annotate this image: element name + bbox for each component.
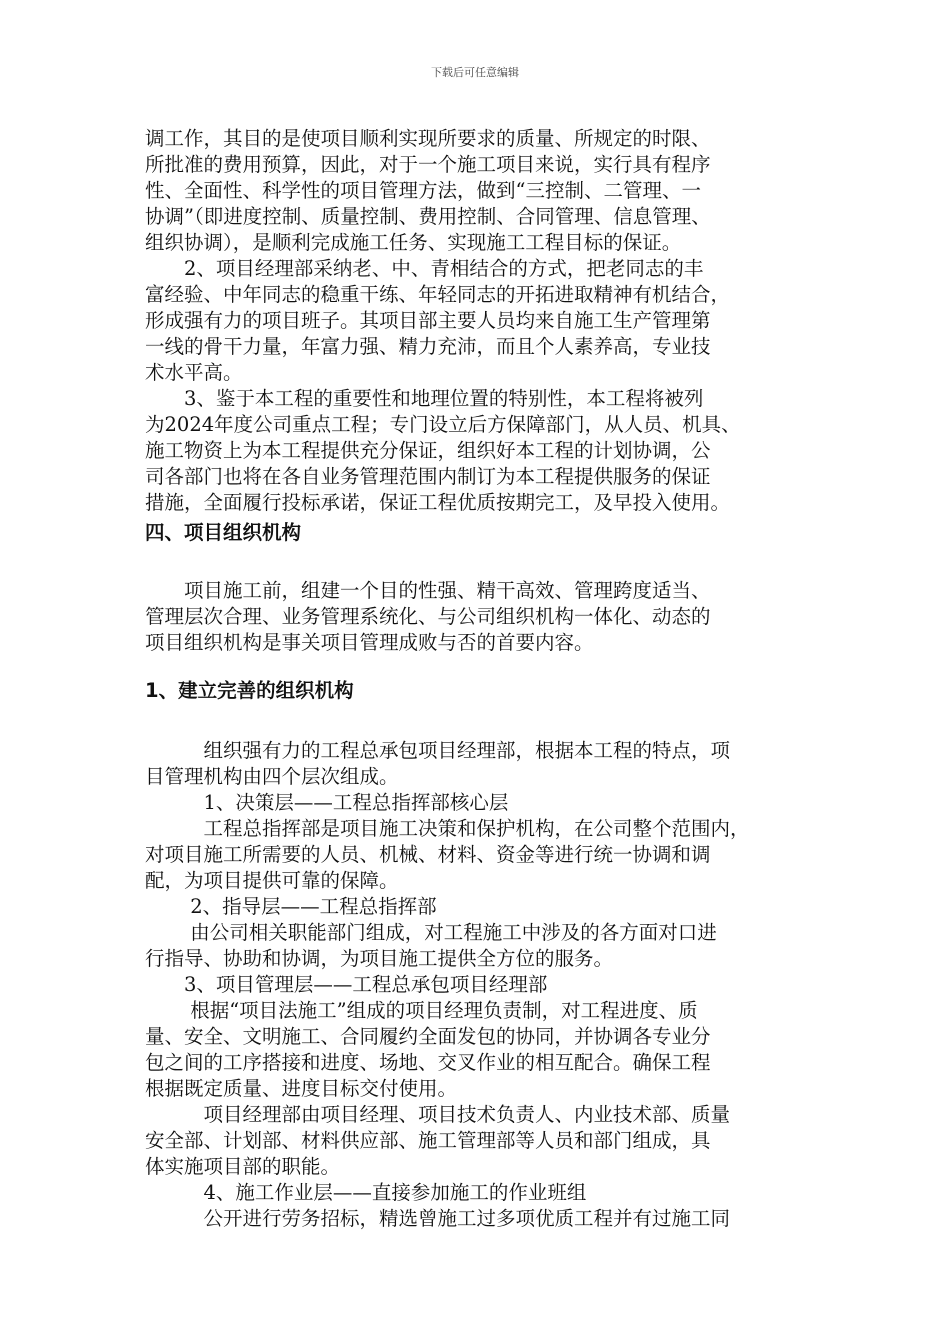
text-line: 施工物资上为本工程提供充分保证，组织好本工程的计划协调，公 bbox=[145, 439, 711, 462]
text-line: 1、决策层——工程总指挥部核心层 bbox=[145, 791, 509, 814]
block-organization bbox=[145, 738, 815, 1232]
text-line: 对项目施工所需要的人员、机械、材料、资金等进行统一协调和调 bbox=[145, 843, 711, 866]
text-line: 富经验、中年同志的稳重干练、年轻同志的开拓进取精神有机结合， bbox=[145, 283, 731, 306]
text-line: 工程总指挥部是项目施工决策和保护机构，在公司整个范围内， bbox=[145, 817, 750, 840]
text-line: 根据“项目法施工”组成的项目经理负责制，对工程进度、质 bbox=[145, 999, 698, 1022]
text-line: 调工作，其目的是使项目顺利实现所要求的质量、所规定的时限、 bbox=[145, 127, 711, 150]
text-line: 量、安全、文明施工、合同履约全面发包的协同，并协调各专业分 bbox=[145, 1025, 711, 1048]
text-line: 2、指导层——工程总指挥部 bbox=[145, 895, 437, 918]
subsection-heading: 1、建立完善的组织机构 bbox=[145, 679, 354, 702]
text-line: 4、施工作业层——直接参加施工的作业班组 bbox=[145, 1181, 587, 1204]
text-line: 组织协调），是顺利完成施工任务、实现施工工程目标的保证。 bbox=[145, 231, 682, 254]
text-line: 目管理机构由四个层次组成。 bbox=[145, 765, 399, 788]
text-line: 项目组织机构是事关项目管理成败与否的首要内容。 bbox=[145, 631, 594, 654]
text-line: 组织强有力的工程总承包项目经理部，根据本工程的特点，项 bbox=[145, 739, 731, 762]
text-line: 一线的骨干力量，年富力强、精力充沛，而且个人素养高，专业技 bbox=[145, 335, 711, 358]
text-line: 由公司相关职能部门组成，对工程施工中涉及的各方面对口进 bbox=[145, 921, 717, 944]
text-line: 项目经理部由项目经理、项目技术负责人、内业技术部、质量 bbox=[145, 1103, 731, 1126]
text-line: 为2024年度公司重点工程；专门设立后方保障部门，从人员、机具、 bbox=[145, 413, 741, 436]
text-line: 包之间的工序搭接和进度、场地、交叉作业的相互配合。确保工程 bbox=[145, 1051, 711, 1074]
text-line: 性、全面性、科学性的项目管理方法，做到“三控制、二管理、一 bbox=[145, 179, 701, 202]
text-line: 行指导、协助和协调，为项目施工提供全方位的服务。 bbox=[145, 947, 614, 970]
section-heading: 四、项目组织机构 bbox=[145, 521, 302, 544]
text-line: 管理层次合理、业务管理系统化、与公司组织机构一体化、动态的 bbox=[145, 605, 711, 628]
text-line: 3、项目管理层——工程总承包项目经理部 bbox=[145, 973, 548, 996]
text-line: 2、项目经理部采纳老、中、青相结合的方式，把老同志的丰 bbox=[145, 257, 704, 280]
text-line: 所批准的费用预算，因此，对于一个施工项目来说，实行具有程序 bbox=[145, 153, 711, 176]
text-line: 体实施项目部的职能。 bbox=[145, 1155, 341, 1178]
text-line: 项目施工前，组建一个目的性强、精干高效、管理跨度适当、 bbox=[145, 579, 711, 602]
text-line: 措施，全面履行投标承诺，保证工程优质按期完工，及早投入使用。 bbox=[145, 491, 731, 514]
text-line: 司各部门也将在各自业务管理范围内制订为本工程提供服务的保证 bbox=[145, 465, 711, 488]
page-header: 下载后可任意编辑 bbox=[431, 66, 519, 79]
block-intro bbox=[145, 126, 815, 516]
text-line: 3、鉴于本工程的重要性和地理位置的特别性，本工程将被列 bbox=[145, 387, 704, 410]
block-section-intro bbox=[145, 578, 815, 656]
text-line: 配，为项目提供可靠的保障。 bbox=[145, 869, 399, 892]
text-line: 公开进行劳务招标，精选曾施工过多项优质工程并有过施工同 bbox=[145, 1207, 731, 1230]
text-line: 根据既定质量、进度目标交付使用。 bbox=[145, 1077, 458, 1100]
text-line: 术水平高。 bbox=[145, 361, 243, 384]
text-line: 安全部、计划部、材料供应部、施工管理部等人员和部门组成，具 bbox=[145, 1129, 711, 1152]
text-line: 形成强有力的项目班子。其项目部主要人员均来自施工生产管理第 bbox=[145, 309, 711, 332]
text-line: 协调”（即进度控制、质量控制、费用控制、合同管理、信息管理、 bbox=[145, 205, 711, 228]
